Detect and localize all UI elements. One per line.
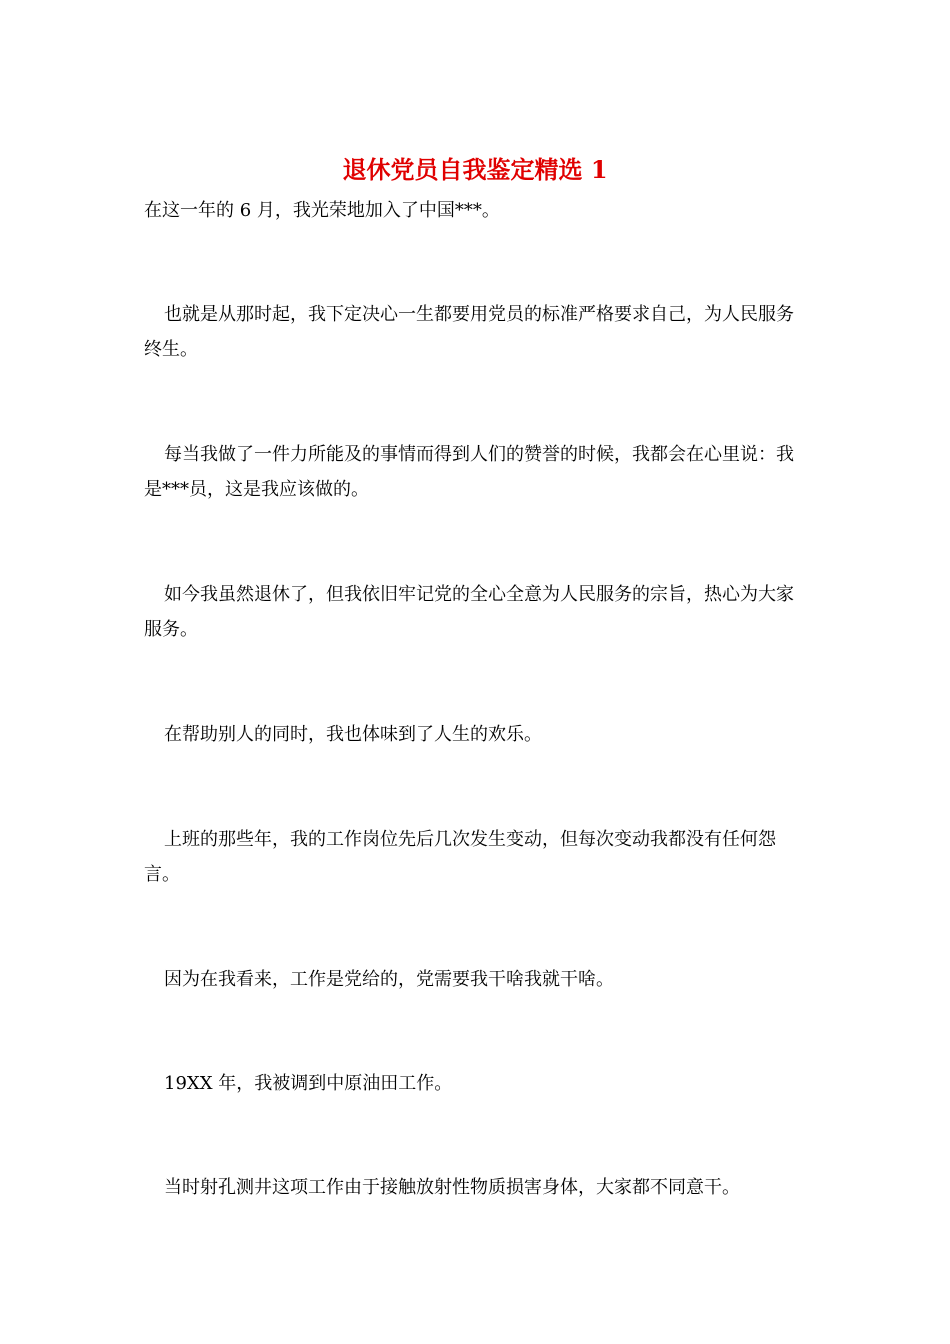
paragraph-2: 也就是从那时起，我下定决心一生都要用党员的标准严格要求自己，为人民服务终生。	[144, 304, 794, 360]
paragraph-8: 19XX 年，我被调到中原油田工作。	[164, 1073, 453, 1094]
paragraph-6: 上班的那些年，我的工作岗位先后几次发生变动，但每次变动我都没有任何怨言。	[144, 829, 776, 885]
paragraph-3: 每当我做了一件力所能及的事情而得到人们的赞誉的时候，我都会在心里说：我是***员，这是我应该做的。	[144, 444, 794, 500]
document-title: 退休党员自我鉴定精选 1	[342, 155, 608, 184]
paragraph-9: 当时射孔测井这项工作由于接触放射性物质损害身体，大家都不同意干。	[164, 1177, 740, 1198]
paragraph-1: 在这一年的 6 月，我光荣地加入了中国***。	[144, 200, 500, 221]
paragraph-4: 如今我虽然退休了，但我依旧牢记党的全心全意为人民服务的宗旨，热心为大家服务。	[144, 584, 794, 640]
paragraph-5: 在帮助别人的同时，我也体味到了人生的欢乐。	[164, 724, 542, 745]
paragraph-7: 因为在我看来，工作是党给的，党需要我干啥我就干啥。	[164, 969, 614, 990]
